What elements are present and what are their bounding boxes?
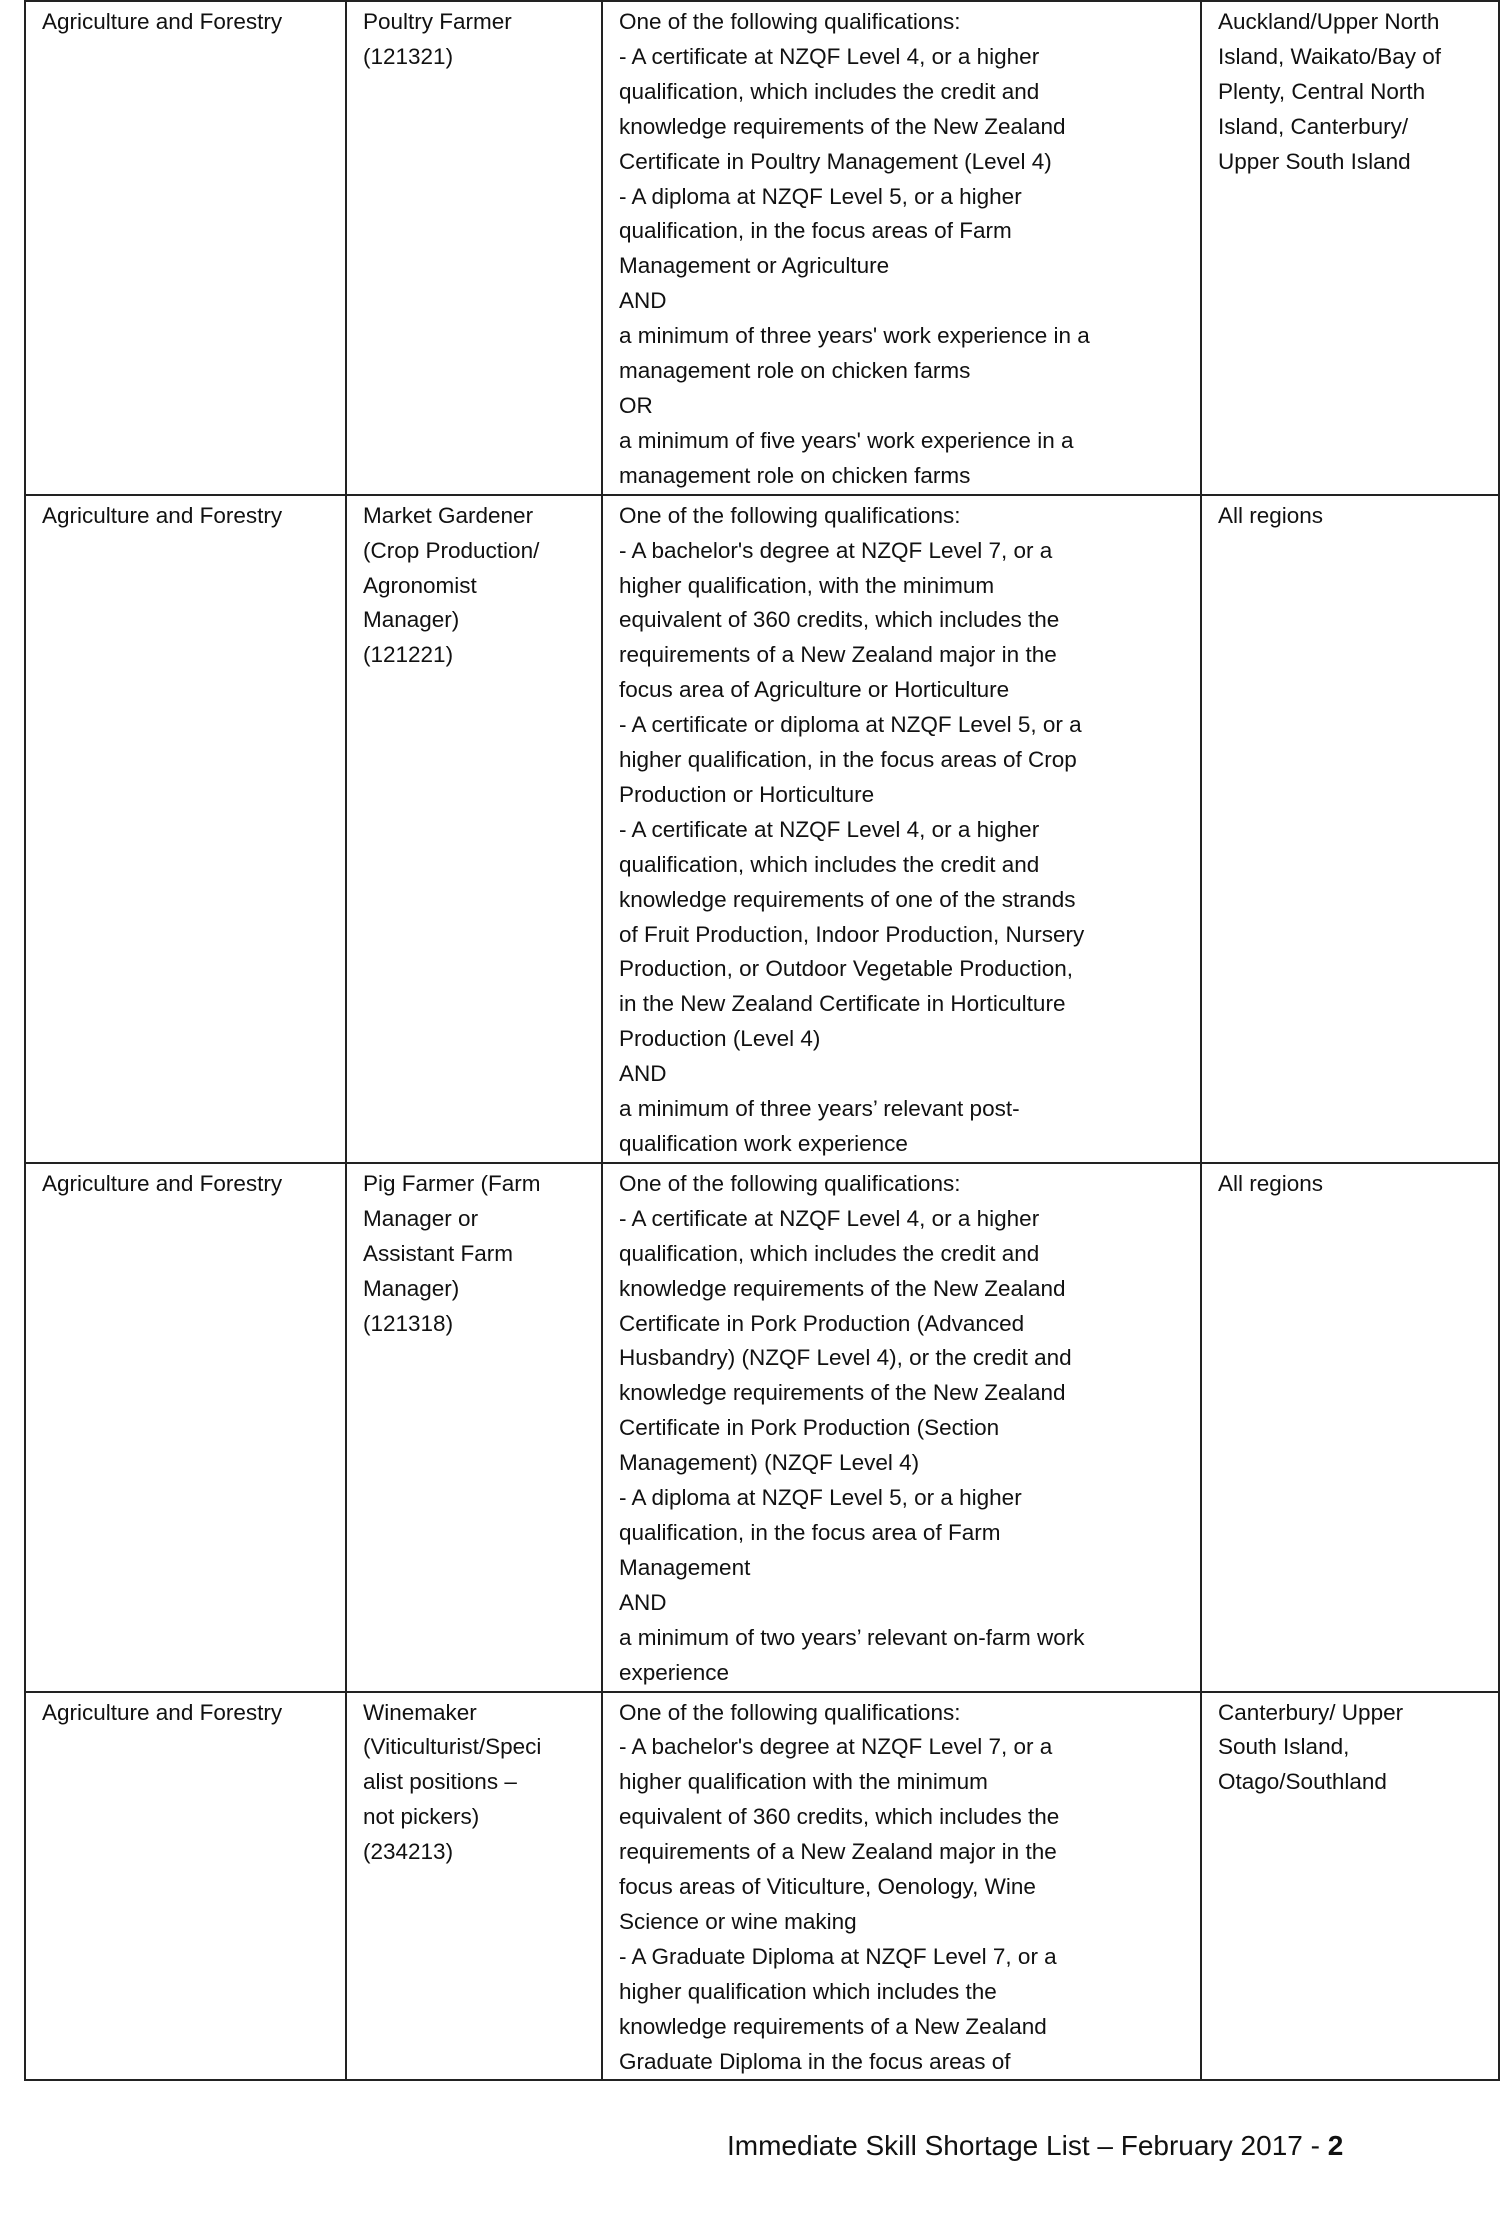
requirements-line: AND — [619, 1061, 667, 1087]
requirements-line: - A certificate at NZQF Level 4, or a higher — [619, 1205, 1040, 1231]
requirements-line: knowledge requirements of the New Zealand — [619, 1380, 1066, 1406]
requirements-line: knowledge requirements of one of the strands — [619, 886, 1076, 912]
sector-cell — [25, 1692, 346, 2081]
table-row — [25, 1692, 1499, 2081]
occupation-line: Manager) — [363, 607, 460, 633]
occupation-line: alist positions – — [363, 1769, 517, 1795]
table-body — [25, 1, 1499, 2080]
requirements-line: Science or wine making — [619, 1908, 857, 1934]
requirements-line: One of the following qualifications: — [619, 1170, 961, 1196]
requirements-cell — [602, 1692, 1201, 2081]
requirements-line: - A Graduate Diploma at NZQF Level 7, or a — [619, 1943, 1057, 1969]
requirements-line: qualification work experience — [619, 1131, 908, 1156]
requirements-line: higher qualification with the minimum — [619, 1769, 988, 1795]
requirements-cell — [602, 495, 1201, 1163]
regions-line: Auckland/Upper North — [1218, 9, 1440, 34]
requirements-line: AND — [619, 1589, 667, 1615]
requirements-line: qualification, which includes the credit and — [619, 851, 1040, 877]
regions-line: Island, Canterbury/ — [1218, 113, 1409, 139]
regions-cell — [1201, 1, 1499, 495]
regions-line: Upper South Island — [1218, 148, 1411, 174]
requirements-line: Production, or Outdoor Vegetable Production, — [619, 956, 1074, 982]
regions-line: Canterbury/ Upper — [1218, 1699, 1404, 1725]
occupation-line: (121321) — [363, 43, 454, 69]
requirements-line: - A bachelor's degree at NZQF Level 7, or a — [619, 537, 1053, 563]
occupation-line: Poultry Farmer — [363, 9, 512, 34]
regions-line: Plenty, Central North — [1218, 78, 1426, 104]
requirements-line: - A certificate at NZQF Level 4, or a higher — [619, 43, 1040, 69]
requirements-line: higher qualification which includes the — [619, 1978, 997, 2004]
requirements-line: management role on chicken farms — [619, 462, 971, 488]
requirements-line: a minimum of three years' work experience in a — [619, 323, 1090, 349]
requirements-line: AND — [619, 288, 667, 314]
requirements-line: One of the following qualifications: — [619, 502, 961, 528]
footer-title: Immediate Skill Shortage List – February 2017 - — [727, 2130, 1328, 2161]
regions-cell — [1201, 1692, 1499, 2081]
sector-line: Agriculture and Forestry — [42, 502, 283, 528]
requirements-cell — [602, 1, 1201, 495]
occupation-line: Manager) — [363, 1275, 460, 1301]
occupation-line: (234213) — [363, 1839, 454, 1865]
occupation-line: (121221) — [363, 642, 454, 668]
page-number: 2 — [1327, 2130, 1344, 2161]
regions-line: Island, Waikato/Bay of — [1218, 43, 1442, 69]
requirements-line: One of the following qualifications: — [619, 9, 961, 34]
requirements-line: One of the following qualifications: — [619, 1699, 961, 1725]
occupation-cell — [346, 1, 602, 495]
occupation-line: Market Gardener — [363, 502, 534, 528]
requirements-line: requirements of a New Zealand major in the — [619, 642, 1057, 668]
requirements-line: Management — [619, 1554, 751, 1580]
table-row — [25, 1, 1499, 495]
requirements-line: qualification, in the focus areas of Farm — [619, 218, 1012, 244]
occupation-line: not pickers) — [363, 1804, 480, 1830]
requirements-line: - A diploma at NZQF Level 5, or a higher — [619, 1485, 1022, 1511]
requirements-line: Husbandry) (NZQF Level 4), or the credit and — [619, 1345, 1072, 1371]
requirements-line: qualification, in the focus area of Farm — [619, 1519, 1001, 1545]
occupation-line: Manager or — [363, 1205, 479, 1231]
requirements-line: in the New Zealand Certificate in Horticulture — [619, 991, 1066, 1017]
requirements-line: Production (Level 4) — [619, 1026, 821, 1052]
requirements-line: qualification, which includes the credit and — [619, 1240, 1040, 1266]
regions-cell — [1201, 495, 1499, 1163]
requirements-line: a minimum of two years’ relevant on-farm work — [619, 1624, 1085, 1650]
requirements-line: management role on chicken farms — [619, 358, 971, 384]
requirements-line: OR — [619, 392, 653, 418]
sector-cell — [25, 1163, 346, 1692]
requirements-line: a minimum of five years' work experience in a — [619, 427, 1074, 453]
occupation-line: Pig Farmer (Farm — [363, 1170, 541, 1196]
requirements-line: a minimum of three years’ relevant post- — [619, 1096, 1020, 1122]
sector-line: Agriculture and Forestry — [42, 1699, 283, 1725]
skill-shortage-table — [24, 0, 1500, 2081]
requirements-line: Production or Horticulture — [619, 781, 875, 807]
page-footer — [727, 2130, 1343, 2162]
requirements-line: Certificate in Pork Production (Section — [619, 1415, 1000, 1441]
regions-line: South Island, — [1218, 1734, 1350, 1760]
requirements-line: - A certificate at NZQF Level 4, or a higher — [619, 816, 1040, 842]
table-row — [25, 1163, 1499, 1692]
requirements-line: Certificate in Poultry Management (Level 4) — [619, 148, 1052, 174]
requirements-line: - A diploma at NZQF Level 5, or a higher — [619, 183, 1022, 209]
regions-line: All regions — [1218, 502, 1324, 528]
occupation-cell — [346, 1692, 602, 2081]
sector-line: Agriculture and Forestry — [42, 1170, 283, 1196]
requirements-line: Certificate in Pork Production (Advanced — [619, 1310, 1025, 1336]
requirements-line: qualification, which includes the credit and — [619, 78, 1040, 104]
requirements-line: higher qualification, with the minimum — [619, 572, 995, 598]
requirements-line: knowledge requirements of the New Zealand — [619, 113, 1066, 139]
requirements-line: focus area of Agriculture or Horticulture — [619, 677, 1010, 703]
requirements-line: higher qualification, in the focus areas of Crop — [619, 747, 1077, 773]
occupation-cell — [346, 495, 602, 1163]
occupation-line: Winemaker — [363, 1699, 477, 1725]
occupation-cell — [346, 1163, 602, 1692]
requirements-line: Management) (NZQF Level 4) — [619, 1450, 920, 1476]
sector-line: Agriculture and Forestry — [42, 9, 283, 34]
occupation-line: Assistant Farm — [363, 1240, 514, 1266]
requirements-line: focus areas of Viticulture, Oenology, Wine — [619, 1874, 1036, 1900]
occupation-line: Agronomist — [363, 572, 477, 598]
requirements-line: requirements of a New Zealand major in the — [619, 1839, 1057, 1865]
requirements-line: equivalent of 360 credits, which includes the — [619, 607, 1060, 633]
requirements-line: - A certificate or diploma at NZQF Level 5, or a — [619, 712, 1082, 738]
requirements-line: Graduate Diploma in the focus areas of — [619, 2048, 1011, 2074]
table-row — [25, 495, 1499, 1163]
sector-cell — [25, 1, 346, 495]
regions-cell — [1201, 1163, 1499, 1692]
sector-cell — [25, 495, 346, 1163]
regions-line: All regions — [1218, 1170, 1324, 1196]
requirements-line: experience — [619, 1659, 730, 1685]
requirements-line: - A bachelor's degree at NZQF Level 7, or a — [619, 1734, 1053, 1760]
regions-line: Otago/Southland — [1218, 1769, 1387, 1795]
occupation-line: (121318) — [363, 1310, 454, 1336]
occupation-line: (Crop Production/ — [363, 537, 540, 563]
occupation-line: (Viticulturist/Speci — [363, 1734, 542, 1760]
requirements-cell — [602, 1163, 1201, 1692]
requirements-line: of Fruit Production, Indoor Production, Nursery — [619, 921, 1085, 947]
requirements-line: Management or Agriculture — [619, 253, 890, 279]
requirements-line: equivalent of 360 credits, which includes the — [619, 1804, 1060, 1830]
requirements-line: knowledge requirements of the New Zealand — [619, 1275, 1066, 1301]
requirements-line: knowledge requirements of a New Zealand — [619, 2013, 1047, 2039]
